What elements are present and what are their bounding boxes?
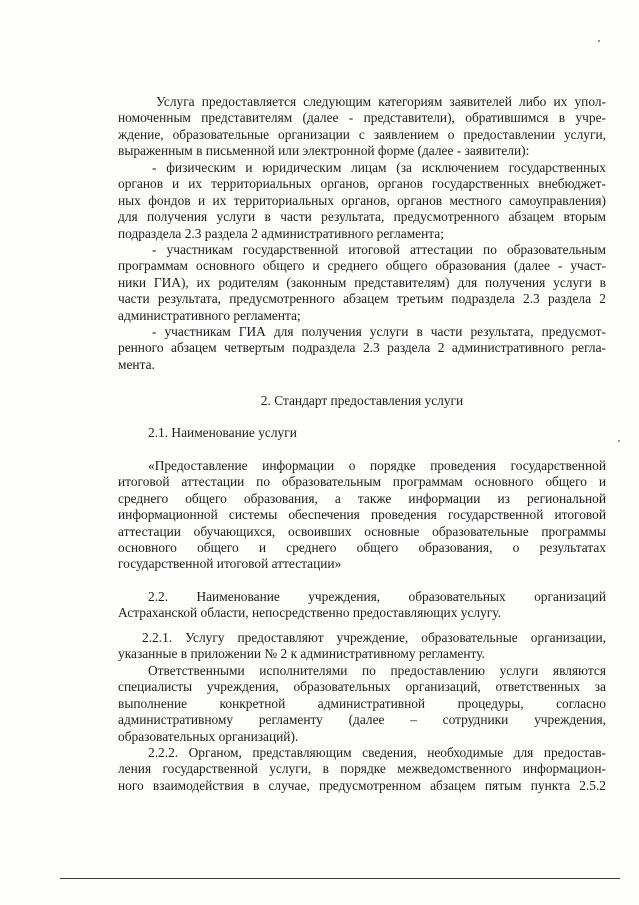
text-line: мента. — [118, 356, 155, 372]
text-line: основного общего и среднего общего образования, о результатах — [118, 540, 606, 556]
text-line: ных фондов и их территориальных органов, органов местного самоуправления) — [118, 192, 606, 208]
text-line: государственной итоговой аттестации» — [118, 556, 342, 572]
text-line: программам основного общего и среднего общего образования (далее - участ- — [118, 258, 606, 274]
text-line: ления государственной услуги, в порядке межведомственного информацион- — [118, 761, 606, 777]
text-line: ренного абзацем четвертым подраздела 2.3 раздела 2 административного регла- — [118, 340, 606, 356]
subsection-2-2-title — [118, 589, 606, 622]
paragraph-2-2-2 — [118, 745, 606, 794]
paragraph-gia-participants — [118, 242, 606, 324]
text-line: части результата, предусмотренного абзацем третьим подраздела 2.3 раздела 2 — [118, 291, 606, 307]
text-line: Ответственными исполнителями по предоставлению услуги являются — [148, 663, 606, 678]
text-line: указанные в приложении № 2 к административному регламенту. — [118, 646, 485, 662]
text-line: специалисты учреждения, образовательных организаций, ответственных за — [118, 679, 606, 695]
text-line: - участникам государственной итоговой аттестации по образовательным — [152, 242, 606, 257]
paragraph-individuals — [118, 160, 606, 242]
scan-bottom-line — [60, 878, 620, 879]
text-line: номоченным представителям (далее - представители), обратившимся в учре- — [118, 110, 606, 126]
text-line: ждение, образовательные организации с заявлением о предоставлении услуги, — [118, 126, 606, 142]
text-line: выполнение конкретной административной процедуры, согласно — [118, 695, 606, 711]
text-line: подраздела 2.3 раздела 2 административного регламента; — [118, 225, 444, 241]
text-line: информационной системы обеспечения проведения государственной итоговой — [118, 507, 606, 523]
text-line: итоговой аттестации по образовательным программам основного общего и — [118, 474, 606, 490]
text-line: административного регламента; — [118, 307, 301, 323]
text-line: органов и их территориальных органов, органов государственных внебюджет- — [118, 176, 606, 192]
text-line: 2.2.1. Услугу предоставляют учреждение, образовательные организации, — [142, 630, 606, 645]
text-line: Услуга предоставляется следующим категориям заявителей либо их упол- — [156, 94, 606, 109]
text-line: - физическим и юридическим лицам (за исключением государственных — [152, 160, 606, 175]
paragraph-gia-result — [118, 324, 606, 373]
subsection-2-1-title — [118, 425, 606, 441]
section-title-text: 2. Стандарт предоставления услуги — [260, 393, 464, 408]
text-line: «Предоставление информации о порядке проведения государственной — [148, 458, 606, 473]
text-line: Астраханской области, непосредственно предоставляющих услугу. — [118, 605, 501, 621]
paragraph-applicants — [118, 94, 606, 160]
scan-speck — [618, 440, 620, 442]
paragraph-2-2-1 — [118, 630, 606, 663]
text-line: 2.2.2. Органом, представляющим сведения, необходимые для предостав- — [148, 745, 606, 760]
scan-speck — [598, 40, 600, 42]
text-line: аттестации обучающихся, освоивших основные образовательные программы — [118, 523, 606, 539]
text-line: для получения услуги в части результата, предусмотренного абзацем вторым — [118, 209, 606, 225]
text-line: ного взаимодействия в случае, предусмотренном абзацем пятым пункта 2.5.2 — [118, 777, 606, 793]
text-line: среднего общего образования, а также информации из региональной — [118, 490, 606, 506]
service-name-quote — [118, 458, 606, 573]
subsection-title-text: 2.1. Наименование услуги — [148, 425, 297, 440]
text-line: ники ГИА), их родителям (законным представителям) для получения услуги в — [118, 274, 606, 290]
text-line: 2.2. Наименование учреждения, образовательных организаций — [148, 589, 606, 604]
text-line: административному регламенту (далее – сотрудники учреждения, — [118, 712, 606, 728]
text-line: выраженным в письменной или электронной форме (далее - заявители): — [118, 143, 530, 159]
section-title — [118, 393, 606, 409]
text-line: - участникам ГИА для получения услуги в части результата, предусмот- — [152, 324, 606, 339]
paragraph-responsible — [118, 663, 606, 745]
text-line: образовательных организаций). — [118, 728, 299, 744]
